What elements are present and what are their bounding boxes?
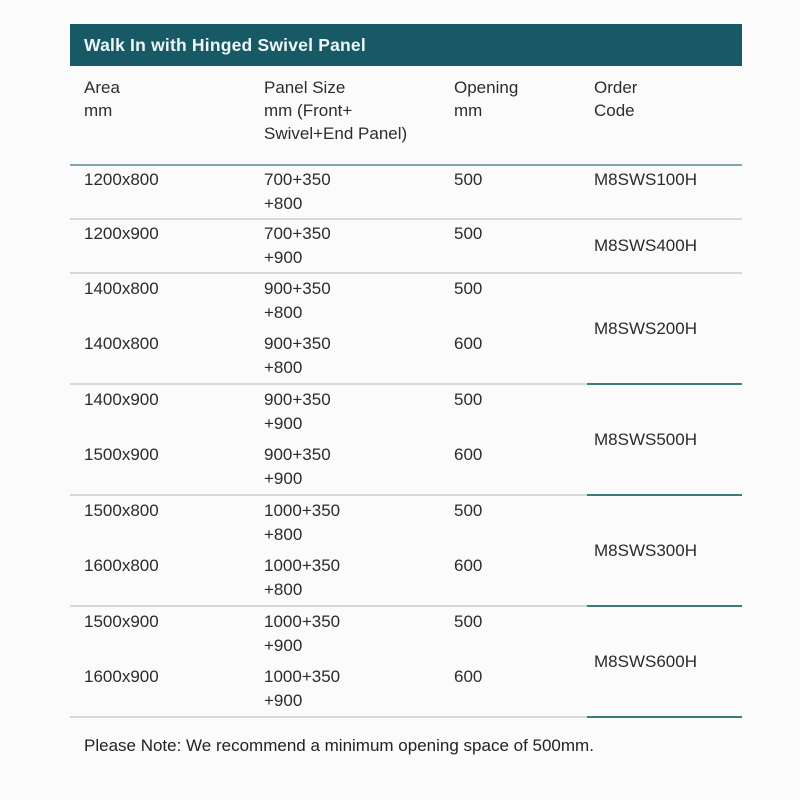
panel-size-line-2: +800 xyxy=(264,525,303,545)
table-row xyxy=(84,610,594,658)
opening-cell: 500 xyxy=(454,501,483,521)
table-row xyxy=(84,222,594,270)
column-header-line: mm xyxy=(454,101,483,120)
group-rows xyxy=(84,607,594,716)
group-rows xyxy=(84,274,594,383)
table-group xyxy=(70,220,742,274)
column-header-area xyxy=(84,76,264,164)
panel-size-cell xyxy=(264,665,454,713)
panel-size-cell xyxy=(264,222,454,270)
opening-cell: 600 xyxy=(454,333,483,353)
column-header-line: Panel Size xyxy=(264,78,346,97)
panel-size-cell xyxy=(264,499,454,547)
spec-table xyxy=(70,24,742,718)
column-header-line: Swivel+End Panel) xyxy=(264,124,408,143)
table-group xyxy=(70,166,742,220)
area-cell: 1400x800 xyxy=(84,333,159,353)
opening-cell: 600 xyxy=(454,666,483,686)
area-cell: 1600x800 xyxy=(84,555,159,575)
order-code-underline xyxy=(587,383,742,386)
table-row xyxy=(84,388,594,436)
column-header-line: mm xyxy=(84,101,113,120)
panel-size-line-1: 700+350 xyxy=(264,224,331,243)
panel-size-line-2: +900 xyxy=(264,414,303,434)
order-code-underline xyxy=(587,605,742,608)
table-row xyxy=(84,277,594,325)
opening-cell: 600 xyxy=(454,444,483,464)
opening-cell: 500 xyxy=(454,279,483,299)
table-row xyxy=(84,168,594,216)
column-header-panel-size xyxy=(264,76,454,164)
area-cell: 1500x900 xyxy=(84,612,159,632)
column-header-line: Opening xyxy=(454,78,519,97)
panel-size-cell xyxy=(264,277,454,325)
group-rows xyxy=(84,220,594,272)
group-rows xyxy=(84,385,594,494)
order-code-cell: M8SWS100H xyxy=(594,170,697,189)
panel-size-line-2: +900 xyxy=(264,690,303,710)
order-code-underline xyxy=(587,494,742,497)
area-cell: 1500x800 xyxy=(84,501,159,521)
column-header-line: Order xyxy=(594,78,638,97)
table-row xyxy=(84,554,594,602)
table-header-row xyxy=(70,66,742,166)
panel-size-line-1: 700+350 xyxy=(264,170,331,189)
table-row xyxy=(84,332,594,380)
panel-size-cell xyxy=(264,554,454,602)
panel-size-cell xyxy=(264,168,454,216)
table-row xyxy=(84,443,594,491)
table-group xyxy=(70,274,742,385)
footnote: Please Note: We recommend a minimum opening space of 500mm. xyxy=(84,736,594,755)
panel-size-line-1: 1000+350 xyxy=(264,612,341,632)
opening-cell: 500 xyxy=(454,170,483,189)
opening-cell: 500 xyxy=(454,390,483,410)
panel-size-line-1: 1000+350 xyxy=(264,555,341,575)
panel-size-line-2: +900 xyxy=(264,468,303,488)
table-group xyxy=(70,385,742,496)
panel-size-line-2: +800 xyxy=(264,357,303,377)
order-code-cell: M8SWS200H xyxy=(594,318,697,338)
column-header-line: Code xyxy=(594,101,635,120)
column-header-opening xyxy=(454,76,594,164)
area-cell: 1200x900 xyxy=(84,224,159,243)
panel-size-cell xyxy=(264,443,454,491)
column-header-line: Area xyxy=(84,78,120,97)
order-code-underline xyxy=(587,716,742,719)
opening-cell: 500 xyxy=(454,612,483,632)
panel-size-line-2: +800 xyxy=(264,303,303,323)
panel-size-line-2: +900 xyxy=(264,636,303,656)
opening-cell: 600 xyxy=(454,555,483,575)
column-header-line: mm (Front+ xyxy=(264,101,353,120)
table-row xyxy=(84,499,594,547)
area-cell: 1400x900 xyxy=(84,390,159,410)
order-code-cell: M8SWS400H xyxy=(594,236,697,255)
panel-size-line-1: 900+350 xyxy=(264,390,331,410)
panel-size-cell xyxy=(264,388,454,436)
panel-size-line-1: 900+350 xyxy=(264,333,331,353)
order-code-cell: M8SWS300H xyxy=(594,540,697,560)
group-rows xyxy=(84,496,594,605)
table-title: Walk In with Hinged Swivel Panel xyxy=(84,34,366,55)
table-body xyxy=(70,166,742,718)
panel-size-cell xyxy=(264,610,454,658)
table-group xyxy=(70,496,742,607)
panel-size-line-1: 1000+350 xyxy=(264,501,341,521)
area-cell: 1600x900 xyxy=(84,666,159,686)
table-group xyxy=(70,607,742,718)
panel-size-cell xyxy=(264,332,454,380)
group-rows xyxy=(84,166,594,218)
table-row xyxy=(84,665,594,713)
panel-size-line-2: +900 xyxy=(264,248,303,267)
panel-size-line-2: +800 xyxy=(264,194,303,213)
area-cell: 1200x800 xyxy=(84,170,159,189)
order-code-cell: M8SWS600H xyxy=(594,651,697,671)
opening-cell: 500 xyxy=(454,224,483,243)
panel-size-line-1: 900+350 xyxy=(264,279,331,299)
column-header-order-code xyxy=(594,76,742,164)
table-title-bar xyxy=(70,24,742,66)
panel-size-line-1: 1000+350 xyxy=(264,666,341,686)
area-cell: 1400x800 xyxy=(84,279,159,299)
panel-size-line-1: 900+350 xyxy=(264,444,331,464)
area-cell: 1500x900 xyxy=(84,444,159,464)
panel-size-line-2: +800 xyxy=(264,579,303,599)
order-code-cell: M8SWS500H xyxy=(594,429,697,449)
